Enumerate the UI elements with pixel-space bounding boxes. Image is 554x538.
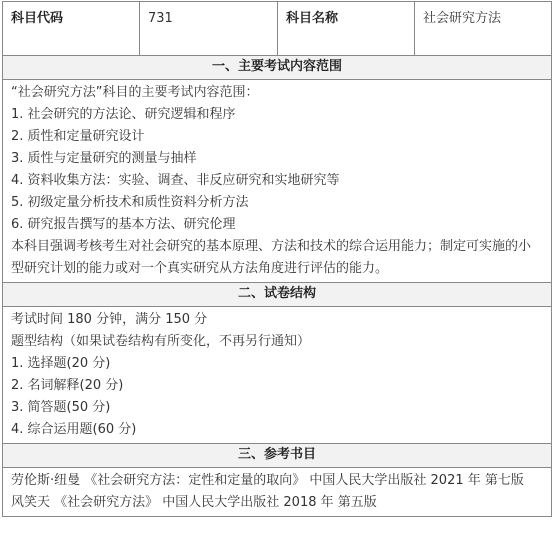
list-item: 4. 资料收集方法：实验、调查、非反应研究和实地研究等 [11, 173, 340, 188]
list-item: 1. 选择题(20 分) [11, 356, 111, 371]
section-1-intro: “社会研究方法”科目的主要考试内容范围： [11, 85, 259, 100]
exam-syllabus [2, 1, 551, 536]
reference-book: 风笑天 《社会研究方法》 中国人民大学出版社 2018 年 第五版 [11, 495, 377, 510]
subject-name-value: 社会研究方法 [415, 2, 552, 56]
section-2-content [3, 307, 552, 444]
syllabus-table [2, 1, 552, 517]
subject-code-value: 731 [140, 2, 278, 56]
subject-header-row [3, 2, 552, 56]
list-item: 3. 质性与定量研究的测量与抽样 [11, 151, 197, 166]
subject-code-label: 科目代码 [3, 2, 140, 56]
reference-book: 劳伦斯·纽曼 《社会研究方法：定性和定量的取向》 中国人民大学出版社 2021 年 第七版 [11, 473, 524, 488]
exam-time-line: 考试时间 180 分钟，满分 150 分 [11, 312, 208, 327]
list-item: 6. 研究报告撰写的基本方法、研究伦理 [11, 217, 236, 232]
section-1-summary: 本科目强调考核考生对社会研究的基本原理、方法和技术的综合运用能力；制定可实施的小型研究计划的能力或对一个真实研究从方法角度进行评估的能力。 [11, 239, 532, 276]
list-item: 5. 初级定量分析技术和质性资料分析方法 [11, 195, 249, 210]
section-1-content [3, 80, 552, 283]
list-item: 4. 综合运用题(60 分) [11, 422, 137, 437]
list-item: 3. 简答题(50 分) [11, 400, 111, 415]
subject-name-label: 科目名称 [278, 2, 415, 56]
section-1-title: 一、主要考试内容范围 [3, 56, 552, 80]
list-item: 2. 质性和定量研究设计 [11, 129, 145, 144]
section-2-title: 二、试卷结构 [3, 283, 552, 307]
section-3-content [3, 468, 552, 517]
section-3-title: 三、参考书目 [3, 444, 552, 468]
list-item: 2. 名词解释(20 分) [11, 378, 124, 393]
question-structure-line: 题型结构（如果试卷结构有所变化，不再另行通知） [11, 334, 311, 349]
list-item: 1. 社会研究的方法论、研究逻辑和程序 [11, 107, 236, 122]
